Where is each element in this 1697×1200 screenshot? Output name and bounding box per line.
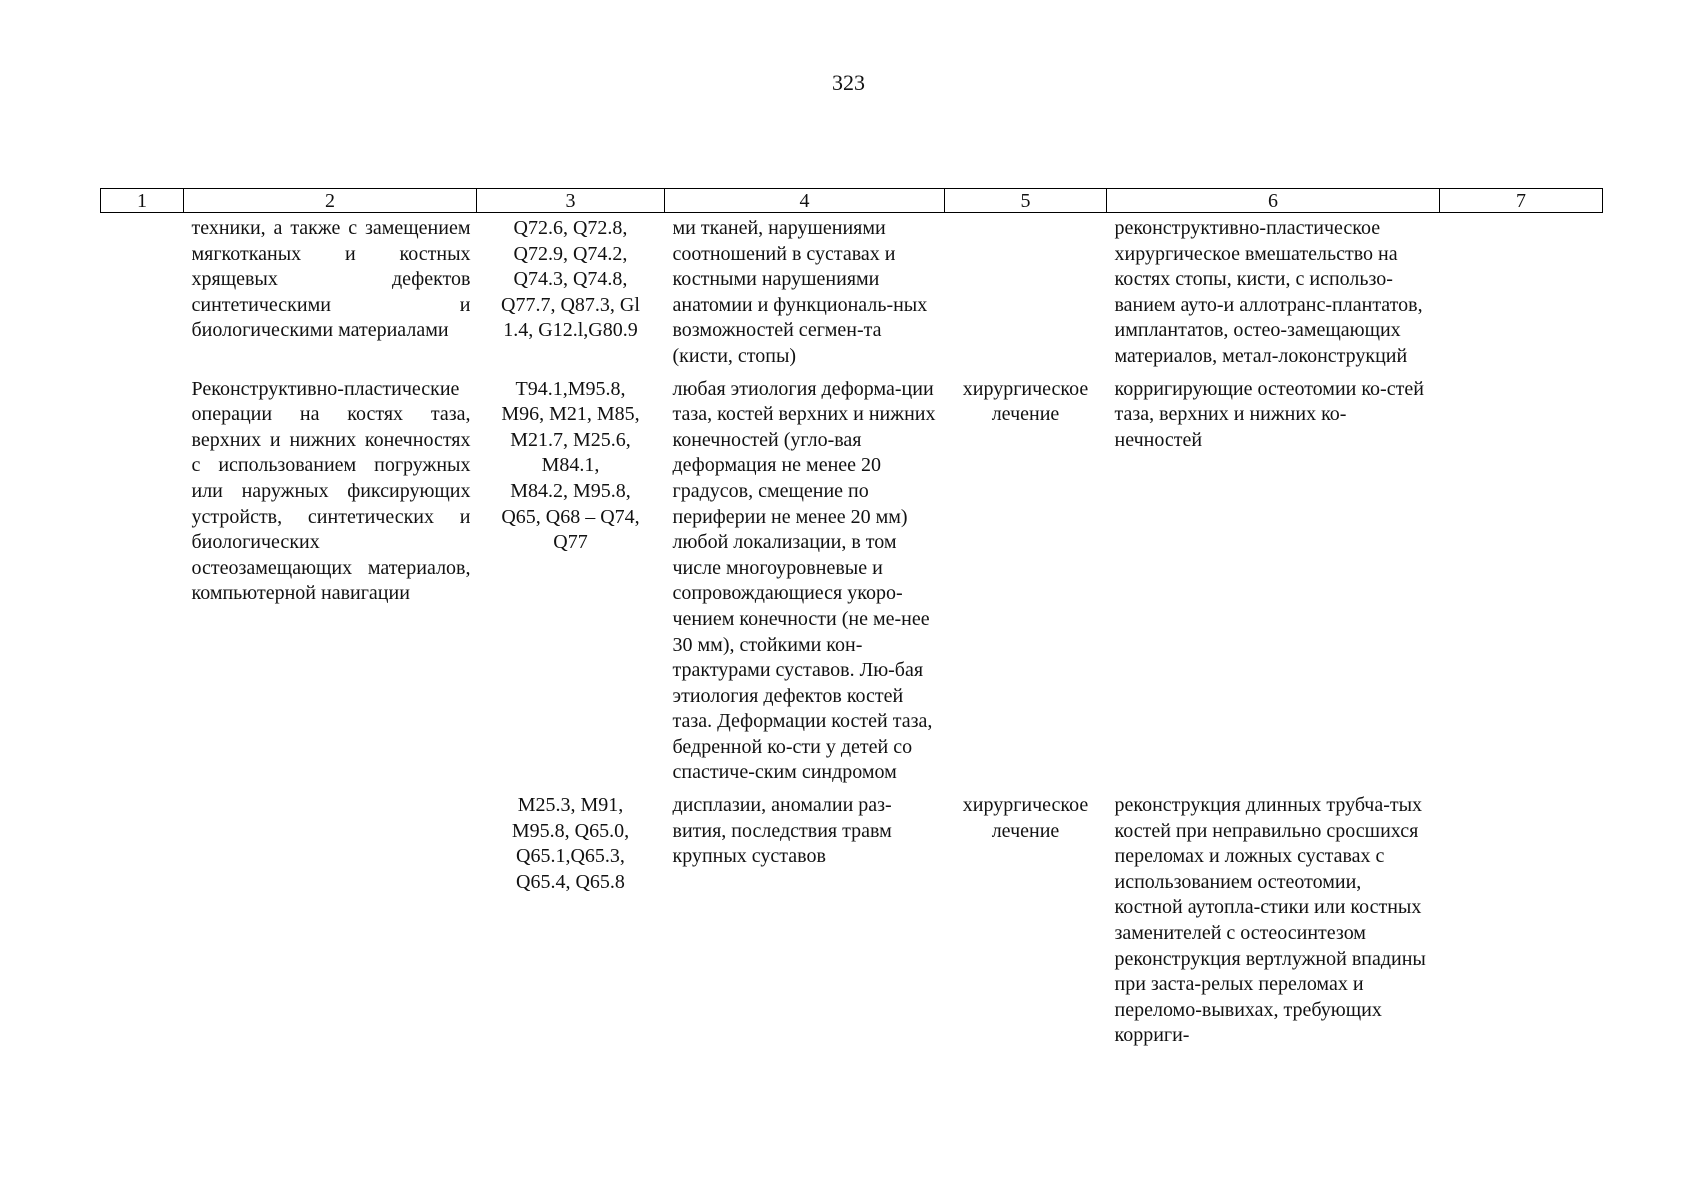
procedure-name-cell: техники, а также с замещением мягкотканых и костных хрящевых дефектов синтетическими и биологическими материалами bbox=[191, 217, 471, 342]
column-number-4: 4 bbox=[665, 189, 945, 213]
page-number: 323 bbox=[832, 70, 865, 95]
cost-cell bbox=[1440, 790, 1603, 1053]
column-number-1: 1 bbox=[101, 189, 184, 213]
row-number-cell bbox=[101, 213, 184, 374]
column-number-3: 3 bbox=[477, 189, 665, 213]
cost-cell bbox=[1440, 213, 1603, 374]
disease-model-cell: любая этиология деформа-ции таза, костей верхних и нижних конечностей (угло-вая деформация не менее 20 градусов, смещение по периферии не менее 20 мм) любой локализации, в том числе многоуровневые и сопровождающиеся укоро-чением конечности (не ме-нее 30 мм), стойкими кон-трактурами суставов. Лю-бая этиология дефектов костей таза. Деформации костей таза, бедренной ко-сти у детей со спастиче-ским синдромом bbox=[672, 377, 936, 784]
procedure-name-cell: Реконструктивно-пластические операции на костях таза, верхних и нижних конечностях с использованием погружных или наружных фиксирующих устройств, синтетических и биологических остеозамещающих материалов, компьютерной навигации bbox=[191, 377, 471, 605]
column-number-5: 5 bbox=[945, 189, 1107, 213]
disease-model-cell: дисплазии, аномалии раз-вития, последствия травм крупных суставов bbox=[672, 794, 892, 868]
treatment-method-cell: реконструктивно-пластическое хирургическое вмешательство на костях стопы, кисти, с использо-ванием ауто-и аллотранс-плантатов, имплантатов, остео-замещающих материалов, метал-локонструкций bbox=[1114, 217, 1423, 367]
diagnosis-codes-cell: M25.3, M91, M95.8, Q65.0, Q65.1,Q65.3, Q65.4, Q65.8 bbox=[511, 794, 630, 893]
procedure-name-cell bbox=[184, 790, 477, 1053]
table-row bbox=[101, 374, 1603, 791]
cost-cell bbox=[1440, 374, 1603, 791]
treatment-type-cell bbox=[945, 213, 1107, 374]
treatment-type-cell: хирургическое лечение bbox=[962, 377, 1089, 426]
table-row bbox=[101, 790, 1603, 1053]
treatment-type-cell: хирургическое лечение bbox=[962, 794, 1089, 842]
row-number-cell bbox=[101, 790, 184, 1053]
treatment-method-cell: корригирующие остеотомии ко-стей таза, верхних и нижних ко-нечностей bbox=[1114, 377, 1424, 451]
column-number-6: 6 bbox=[1107, 189, 1440, 213]
disease-model-cell: ми тканей, нарушениями соотношений в суставах и костными нарушениями анатомии и функциональ-ных возможностей сегмен-та (кисти, стопы) bbox=[672, 217, 928, 367]
row-number-cell bbox=[101, 374, 184, 791]
column-number-7: 7 bbox=[1440, 189, 1603, 213]
treatment-method-cell: реконструкция длинных трубча-тых костей при неправильно сросшихся переломах и ложных суставах с использованием остеотомии, костной аутопла-стики или костных заменителей с остеосинтезом реконструкция вертлужной впадины при заста-релых переломах и переломо-вывихах, требующих корриги- bbox=[1114, 794, 1426, 1047]
column-number-row bbox=[101, 189, 1603, 213]
column-number-2: 2 bbox=[184, 189, 477, 213]
diagnosis-codes-cell: Q72.6, Q72.8, Q72.9, Q74.2, Q74.3, Q74.8, Q77.7, Q87.3, Gl 1.4, G12.l,G80.9 bbox=[501, 217, 640, 342]
table-row bbox=[101, 213, 1603, 374]
diagnosis-codes-cell: T94.1,M95.8, M96, M21, M85, M21.7, M25.6, M84.1, M84.2, M95.8, Q65, Q68 – Q74, Q77 bbox=[501, 377, 640, 554]
medical-procedures-table bbox=[100, 188, 1603, 1053]
